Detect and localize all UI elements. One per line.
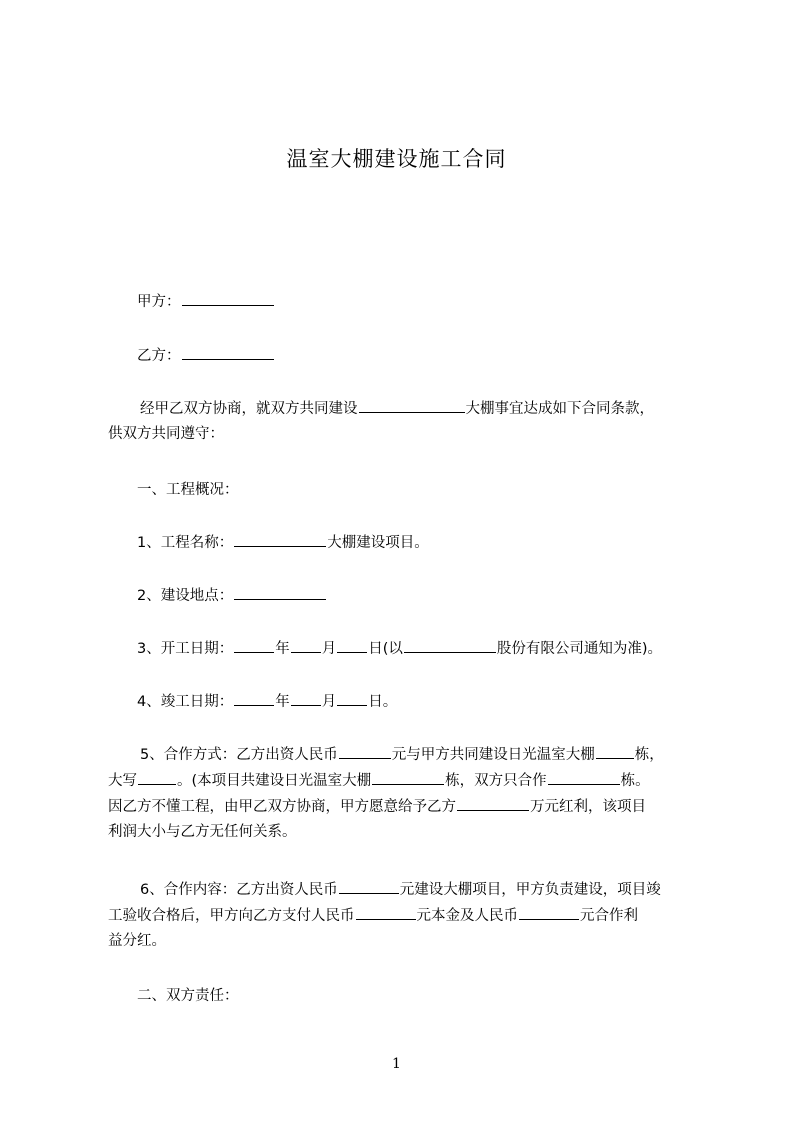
- principal-blank[interactable]: [356, 905, 416, 920]
- location-blank[interactable]: [234, 585, 326, 600]
- start-year-blank[interactable]: [234, 638, 274, 653]
- item6-text-2b: 元本金及人民币: [416, 908, 518, 924]
- item2-label: 2、建设地点：: [137, 588, 234, 604]
- item6-text-1b: 元建设大棚项目，甲方负责建设，项目竣: [399, 882, 661, 898]
- party-a-line: [137, 291, 275, 312]
- item6-text-1a: 6、合作内容：乙方出资人民币: [140, 882, 338, 898]
- item1-suffix: 大棚建设项目。: [327, 535, 429, 551]
- party-b-blank[interactable]: [182, 345, 274, 360]
- intro-project-blank[interactable]: [359, 398, 465, 413]
- item6-text-2a: 工验收合格后，甲方向乙方支付人民币: [108, 908, 355, 924]
- item3-day: 日(以: [368, 641, 403, 657]
- item3-month: 月: [321, 641, 337, 657]
- item5-line-1: [140, 744, 664, 765]
- project-name-blank[interactable]: [234, 532, 326, 547]
- document-title: 温室大棚建设施工合同: [286, 147, 507, 171]
- item4-day: 日。: [368, 694, 398, 710]
- item3-line: [137, 638, 662, 659]
- item6-line-2: [108, 905, 638, 926]
- item2-line: [137, 585, 327, 606]
- party-b-label: 乙方：: [137, 348, 181, 364]
- greenhouse-count-blank[interactable]: [596, 744, 634, 759]
- party-a-label: 甲方：: [137, 294, 181, 310]
- item5-text-2d: 栋。: [620, 773, 650, 789]
- start-day-blank[interactable]: [337, 638, 367, 653]
- item1-label: 1、工程名称：: [137, 535, 234, 551]
- item6-text-2c: 元合作利: [580, 908, 638, 924]
- company-blank[interactable]: [404, 638, 496, 653]
- intro-text-1a: 经甲乙双方协商，就双方共同建设: [140, 401, 358, 417]
- item5-line-2: [108, 770, 650, 791]
- item5-text-2a: 大写: [108, 773, 137, 789]
- bonus-blank[interactable]: [457, 796, 529, 811]
- item1-line: [137, 532, 429, 553]
- item4-line: [137, 691, 397, 712]
- uppercase-count-blank[interactable]: [138, 770, 176, 785]
- investment-blank[interactable]: [339, 744, 391, 759]
- item6-line-3: 益分红。: [108, 933, 166, 949]
- section1-heading: 一、工程概况：: [137, 482, 239, 498]
- item5-text-1a: 5、合作方式：乙方出资人民币: [140, 747, 338, 763]
- section2-heading: 二、双方责任：: [137, 988, 239, 1004]
- item5-line-4: 利润大小与乙方无任何关系。: [108, 824, 297, 840]
- item5-text-2b: 。(本项目共建设日光温室大棚: [177, 773, 372, 789]
- item5-text-1c: 栋，: [634, 747, 664, 763]
- party-b-line: [137, 345, 275, 366]
- party-a-blank[interactable]: [182, 291, 274, 306]
- intro-line-1: [140, 398, 654, 419]
- item5-line-3: [108, 796, 646, 817]
- item4-label: 4、竣工日期：: [137, 694, 234, 710]
- end-day-blank[interactable]: [337, 691, 367, 706]
- total-count-blank[interactable]: [372, 770, 444, 785]
- item5-text-2c: 栋，双方只合作: [445, 773, 547, 789]
- page-number: 1: [392, 1056, 401, 1072]
- end-month-blank[interactable]: [291, 691, 321, 706]
- intro-line-2: 供双方共同遵守：: [108, 426, 224, 442]
- cooperation-count-blank[interactable]: [548, 770, 620, 785]
- item4-month: 月: [321, 694, 337, 710]
- start-month-blank[interactable]: [291, 638, 321, 653]
- dividend-blank[interactable]: [519, 905, 579, 920]
- funding-blank[interactable]: [339, 879, 399, 894]
- item5-text-3b: 万元红利，该项目: [530, 799, 646, 815]
- item3-suffix: 股份有限公司通知为准)。: [496, 641, 663, 657]
- item5-text-1b: 元与甲方共同建设日光温室大棚: [391, 747, 595, 763]
- item5-text-3a: 因乙方不懂工程，由甲乙双方协商，甲方愿意给予乙方: [108, 799, 456, 815]
- item4-year: 年: [275, 694, 290, 710]
- item6-line-1: [140, 879, 661, 900]
- item3-year: 年: [275, 641, 290, 657]
- end-year-blank[interactable]: [234, 691, 274, 706]
- item3-label: 3、开工日期：: [137, 641, 234, 657]
- intro-text-1b: 大棚事宜达成如下合同条款，: [465, 401, 654, 417]
